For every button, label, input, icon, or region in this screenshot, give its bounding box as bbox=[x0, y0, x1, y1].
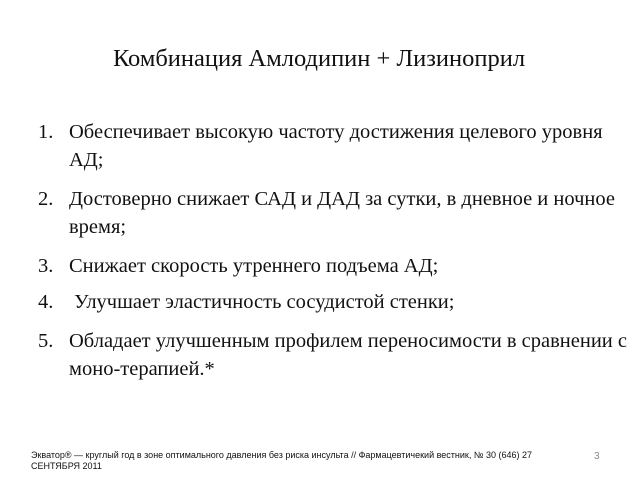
list-item-text: Снижает скорость утреннего подъема АД; bbox=[69, 255, 439, 277]
benefits-list bbox=[38, 118, 628, 394]
list-item-text: Обладает улучшенным профилем переносимости в сравнении с моно-терапией.* bbox=[69, 330, 627, 380]
list-item-text: Обеспечивает высокую частоту достижения целевого уровня АД; bbox=[69, 121, 603, 171]
slide-title: Комбинация Амлодипин + Лизиноприл bbox=[112, 45, 526, 72]
list-item-text: Улучшает эластичность сосудистой стенки; bbox=[69, 291, 455, 313]
list-item-number: 3. bbox=[38, 255, 54, 277]
list-item-number: 5. bbox=[38, 330, 54, 352]
list-item bbox=[38, 252, 628, 280]
list-item bbox=[38, 288, 628, 316]
list-item bbox=[38, 185, 628, 241]
list-item-text: Достоверно снижает САД и ДАД за сутки, в дневное и ночное время; bbox=[69, 188, 615, 238]
page-number: 3 bbox=[594, 451, 600, 462]
list-item-number: 2. bbox=[38, 188, 54, 210]
list-item bbox=[38, 118, 628, 174]
list-item-number: 4. bbox=[38, 291, 54, 313]
list-item-number: 1. bbox=[38, 121, 54, 143]
list-item bbox=[38, 327, 628, 383]
source-footnote: Экватор® — круглый год в зоне оптимального давления без риска инсульта // Фармацевтичекий вестник, № 30 (646) 27 СЕНТЯБРЯ 2011 bbox=[31, 450, 533, 471]
